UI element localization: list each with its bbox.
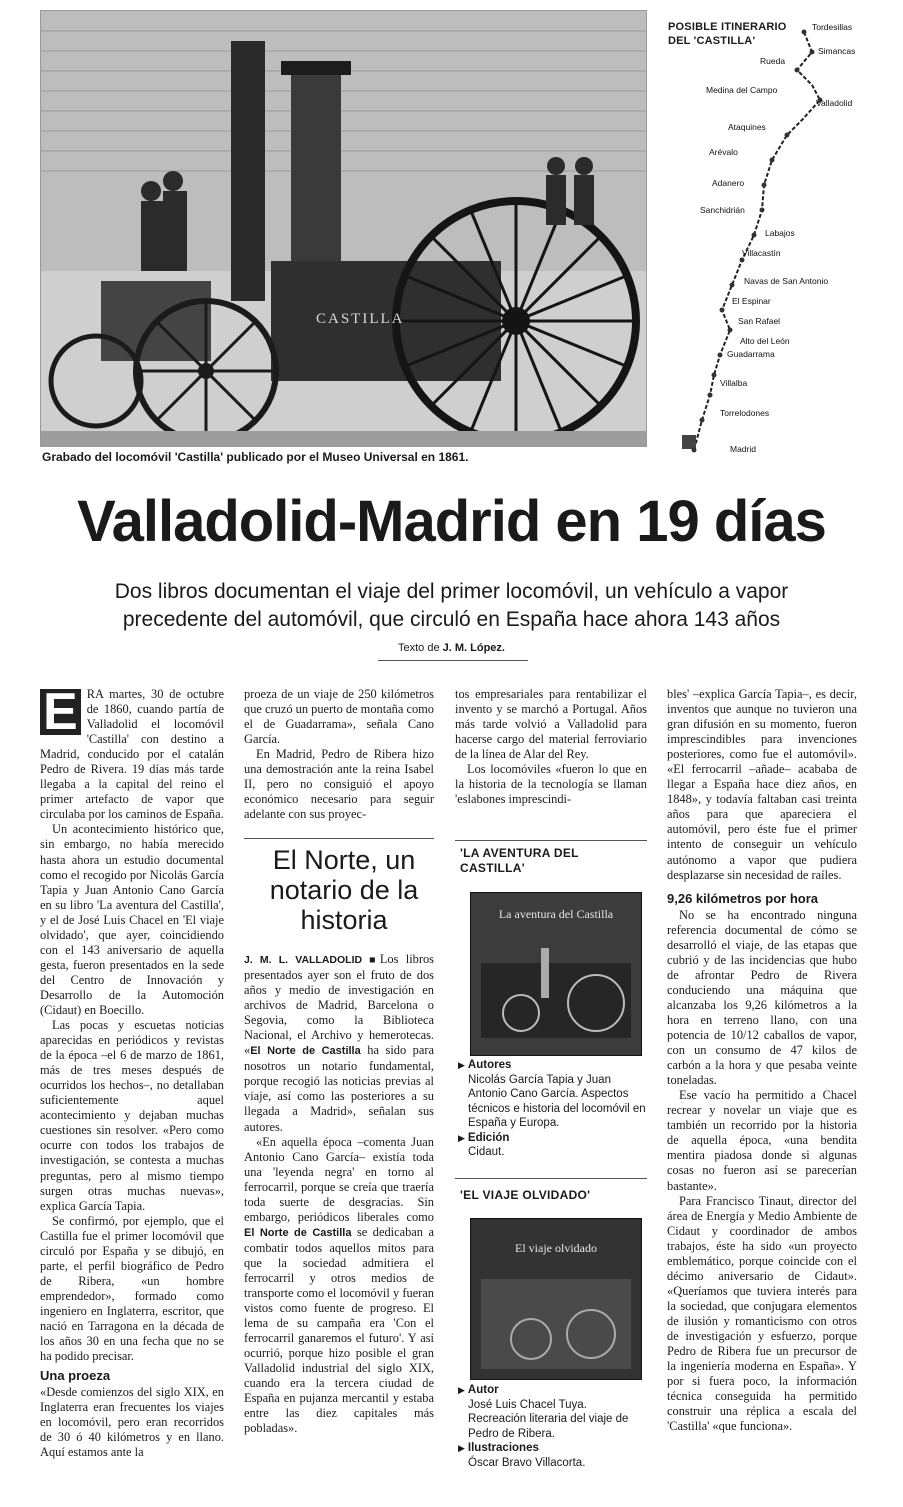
town-label: Simancas <box>818 46 856 56</box>
paragraph: Se confirmó, por ejemplo, que el Castilla fue el primer locomóvil que circuló por España y se dibujó, en parte, el perfil biográfico de Pedro de Ribera, «un hombre emprendedor», formado como ingeniero en Inglaterra, escritor, que nació en Tarragona en la década de los años 30 en una fecha que no se ha podido precisar. <box>40 1213 224 1364</box>
route-map-title: POSIBLE ITINERARIO DEL 'CASTILLA' <box>668 21 787 47</box>
town-label: Alto del León <box>740 336 790 346</box>
paragraph: bles' –explica García Tapia–, es decir, inventos que aunque no tuvieron una gran difusión en su momento, fueron imprescindibles para invenciones posteriores, como fue el automóvil». «El ferrocarril –añade– acababa de llegar a España hace diez años, en 1848», y todavía faltaban casi treinta años para que apareciera el automóvil, pero éste fue el primer intento de conseguir un vehículo autónomo a vapor que pudiera desplazarse sin necesidad de raíles. <box>667 687 857 882</box>
book2-rule <box>455 1178 647 1179</box>
section-subtitle: Una proeza <box>40 1368 111 1384</box>
paragraph: tos empresariales para rentabilizar el invento y se marchó a Portugal. Años más tarde volvió a Valladolid para hacerse cargo del material ferroviario de la línea de Alar del Rey. <box>455 687 647 762</box>
image-caption: Grabado del locomóvil 'Castilla' publicado por el Museo Universal en 1861. <box>42 450 469 464</box>
paragraph <box>244 1135 434 1437</box>
byline-prefix: Texto de <box>398 642 443 654</box>
sidebar-rule <box>244 838 434 839</box>
book1-rule <box>455 840 647 841</box>
headline: Valladolid-Madrid en 19 días <box>77 489 826 554</box>
town-label: Adanero <box>712 178 745 188</box>
town-label: Villalba <box>720 378 748 388</box>
book1-cover-title: La aventura del Castilla <box>498 907 614 921</box>
town-label: El Espinar <box>732 296 771 306</box>
article-column-4 <box>667 687 857 1434</box>
byline-rule <box>378 660 528 661</box>
book1-edition-label: Edición <box>467 1131 510 1144</box>
book1-edition: Cidaut. <box>468 1146 505 1158</box>
book1-cover <box>470 892 642 1056</box>
article-column-1 <box>40 683 224 1460</box>
book1-meta <box>458 1058 648 1160</box>
paragraph <box>244 952 434 1135</box>
newspaper-name: El Norte de Castilla <box>244 1226 352 1239</box>
book2-illustrations-label: Ilustraciones <box>467 1442 539 1454</box>
subheadline: Dos libros documentan el viaje del primer locomóvil, un vehículo a vapor precedente del automóvil, que circuló en España hace ahora 143 años <box>114 580 789 631</box>
book2-heading: 'EL VIAJE OLVIDADO' <box>460 1188 591 1202</box>
book2-illustrations: Óscar Bravo Villacorta. <box>468 1456 586 1469</box>
sidebar-title: El Norte, un notario de la historia <box>269 845 419 935</box>
town-label: Ataquines <box>728 122 766 132</box>
paragraph: Los locomóviles «fueron lo que en la historia de la tecnología se llaman 'eslabones imprescindi- <box>455 762 647 807</box>
arrow-icon: ▶ <box>458 1385 465 1395</box>
arrow-icon: ▶ <box>458 1060 465 1070</box>
sidebar-text: ha sido para nosotros un notario fundamental, porque recogió las noticias previas al viaje, así como las posteriores a su llegada a Madrid», señalan sus autores. <box>244 1043 434 1134</box>
town-label: Guadarrama <box>727 349 775 359</box>
town-label: Villacastín <box>742 248 781 258</box>
town-label: Sanchidrián <box>700 205 745 215</box>
sidebar-body <box>244 952 434 1437</box>
paragraph: «Desde comienzos del siglo XIX, en Inglaterra eran frecuentes los viajes en locomóvil, pero eran recorridos de 30 ó 40 kilómetros y en llano. Aquí estamos ante la <box>40 1385 224 1460</box>
book1-authors: Nicolás García Tapia y Juan Antonio Cano García. Aspectos técnicos e historia del locomóvil en España y Europa. <box>468 1073 646 1129</box>
town-label: Madrid <box>730 444 756 454</box>
arrow-icon: ▶ <box>458 1443 465 1453</box>
article-column-3 <box>455 687 647 807</box>
book2-cover <box>470 1218 642 1380</box>
arrow-icon: ▶ <box>458 1132 465 1143</box>
paragraph: En Madrid, Pedro de Ribera hizo una demostración ante la reina Isabel II, pero no consiguió el apoyo económico necesario para seguir adelante con sus proyec- <box>244 747 434 822</box>
book1-heading: 'LA AVENTURA DEL CASTILLA' <box>460 846 579 875</box>
book2-cover-title: El viaje olvidado <box>515 1241 597 1255</box>
paragraph: proeza de un viaje de 250 kilómetros que cruzó un puerto de montaña como el de Guadarrama», señala Cano García. <box>244 687 434 747</box>
town-label: Labajos <box>765 228 795 238</box>
paragraph: No se ha encontrado ninguna referencia documental de cómo se desarrolló el viaje, de las etapas que cubrió y de las incidencias que hubo de afrontar Pedro de Rivera conduciendo una máquina que alcanzaba los 9,26 kilómetros a la hora en terreno llano, con una potencia de 10/12 caballos de vapor, con un consumo de 47 kilos de carbón a la hora y que pesaba veinte toneladas. <box>667 907 857 1088</box>
engraving-label: CASTILLA <box>316 311 405 327</box>
byline-author: J. M. López. <box>442 642 505 654</box>
dropcap: E <box>40 689 81 735</box>
town-label: San Rafael <box>738 316 781 326</box>
sidebar-text: se dedicaban a combatir todos aquellos mitos para que la sociedad admitiera el ferrocarril y otros medios de transporte como el locomóvil y fueran vistos como fuente de progreso. El lema de su campaña era 'Con el ferrocarril ganaremos el futuro'. Y así ocurrió, porque hizo posible el gran Valladolid industrial del siglo XIX, cuando era la tercera ciudad de España en pujanza mercantil y estaba entre las diez capitales más pobladas». <box>244 1224 434 1436</box>
sidebar-text: «En aquella época –comenta Juan Antonio Cano García– existía toda una 'leyenda negra' en torno al ferrocarril, porque se creía que traería toda suerte de desgracias. Sin embargo, periódicos liberales como <box>244 1134 434 1224</box>
sidebar-signature: J. M. L. VALLADOLID ■ <box>244 954 380 966</box>
paragraph: RA martes, 30 de octubre de 1860, cuando partía de Valladolid el locomóvil 'Castilla' con destino a Madrid, conducido por el catalán Pedro de Rivera. 19 días más tarde llegaba a la capital del reino el primer artefacto de vapor que circulaba por los caminos de España. <box>40 687 224 822</box>
town-label: Torrelodones <box>720 408 770 418</box>
book2-author-label: Autor <box>467 1384 499 1396</box>
madrid-landmark-icon <box>682 435 696 449</box>
engraving-drawing <box>41 11 646 446</box>
paragraph: Las pocas y escuetas noticias aparecidas en periódicos y revistas de la época –el 6 de marzo de 1861, más de tres meses después de ocurridos los hechos–, no detallaban suficientemente aquel acontecimiento y dejaban muchas cuestiones sin resolver. «Pero como ocurre con todos los trabajos de investigación, se contesta a muchas preguntas, pero al mismo tiempo surgen otras muchas nuevas», explica García Tapia. <box>40 1018 224 1213</box>
town-label: Tordesillas <box>812 22 853 32</box>
town-label: Arévalo <box>709 147 738 157</box>
town-label: Rueda <box>760 56 786 66</box>
book1-authors-label: Autores <box>467 1059 512 1071</box>
article-column-2 <box>244 687 434 822</box>
section-subtitle: 9,26 kilómetros por hora <box>667 890 818 906</box>
paragraph: Para Francisco Tinaut, director del área de Energía y Medio Ambiente de Cidaut y coordinador de ambos trabajos, éste ha sido «un proyecto emblemático, porque coincide con el décimo aniversario de Cidaut». «Queríamos que tuviera interés para la sociedad, que conjugara elementos de ilusión y romanticismo con otros de investigación y esfuerzo, porque Pedro de Ribera fue un precursor de la ingeniería moderna en España». Y por si fuera poco, la información técnica conseguida ha permitido construir una réplica a escala del 'Castilla' «que funciona». <box>667 1193 857 1434</box>
sidebar-text: Los libros presentados ayer son el fruto de dos años y medio de investigación en archivos de Madrid, Barcelona o Segovia, como la Biblioteca Nacional, el Archivo y hemerotecas. « <box>244 952 434 1058</box>
book2-author: José Luis Chacel Tuya. Recreación literaria del viaje de Pedro de Ribera. <box>468 1398 629 1440</box>
paragraph: Ese vacío ha permitido a Chacel recrear y novelar un viaje que es también un recorrido por la historia de aquella época, «una bendita mentira piadosa donde si algunas cosas no fueron así se parecerían bastante». <box>667 1088 857 1193</box>
locomovil-engraving <box>40 10 647 447</box>
paragraph: Un acontecimiento histórico que, sin embargo, no había merecido hasta ahora un estudio documental como el recogido por Nicolás García Tapia y Juan Antonio Cano García en su libro 'La aventura del Castilla', y el de José Luis Chacel en 'El viaje olvidado', que ayer, coincidiendo con el 143 aniversario de aquella gesta, fueron presentados en la sede del Centro de Innovación y Desarrollo de la Automoción (Cidaut) en Boecillo. <box>40 822 224 1017</box>
byline <box>0 642 903 654</box>
town-label: Medina del Campo <box>706 85 778 95</box>
town-label: Navas de San Antonio <box>744 276 829 286</box>
newspaper-name: El Norte de Castilla <box>250 1045 361 1058</box>
route-map <box>662 10 862 465</box>
town-label: Valladolid <box>816 98 853 108</box>
book2-meta <box>458 1383 648 1470</box>
